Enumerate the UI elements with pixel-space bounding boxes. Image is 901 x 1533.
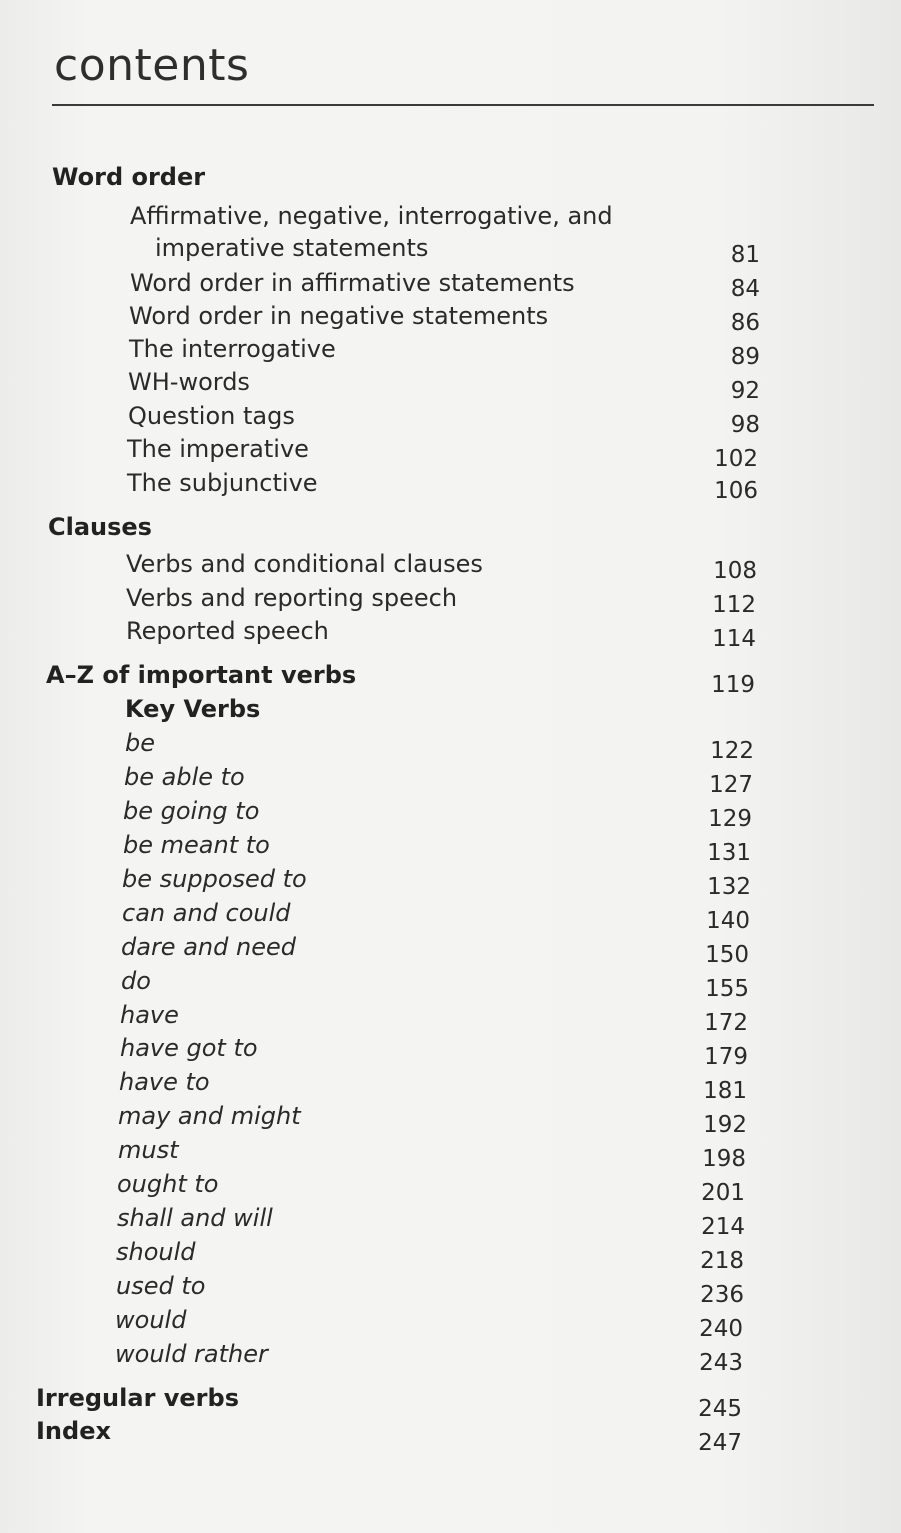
toc-page-number: 201 <box>701 1180 745 1206</box>
toc-entry-label: used to <box>116 1272 206 1300</box>
toc-page-number: 247 <box>698 1430 742 1456</box>
toc-entry-label: be meant to <box>123 831 270 859</box>
toc-entry-label: be <box>125 729 155 757</box>
toc-page-number: 218 <box>700 1248 744 1274</box>
toc-entry-label: shall and will <box>117 1204 273 1232</box>
toc-page-number: 198 <box>702 1146 746 1172</box>
toc-section-heading: Index <box>36 1417 111 1445</box>
toc-page-number: 243 <box>699 1350 743 1376</box>
toc-entry-label: have to <box>119 1068 210 1096</box>
toc-page-number: 132 <box>707 874 751 900</box>
toc-entry-label: be supposed to <box>122 865 307 893</box>
toc-entry-label: dare and need <box>121 933 296 961</box>
toc-section-heading: Clauses <box>48 513 152 541</box>
toc-section-heading: A–Z of important verbs <box>46 661 357 689</box>
toc-entry-label: Verbs and reporting speech <box>126 584 458 612</box>
toc-entry-label: would <box>115 1306 187 1334</box>
page-title: contents <box>54 40 250 91</box>
toc-page-number: 102 <box>714 446 758 472</box>
toc-entry-label: be able to <box>124 763 245 791</box>
toc-page-number: 245 <box>698 1396 742 1422</box>
toc-entry-label: may and might <box>118 1102 301 1130</box>
toc-subheading: Key Verbs <box>125 695 261 723</box>
toc-page-number: 92 <box>730 378 760 404</box>
toc-entry-label: imperative statements <box>155 234 429 262</box>
toc-page-number: 89 <box>730 344 760 370</box>
toc-entry-label: do <box>121 967 151 995</box>
title-divider <box>52 104 874 106</box>
toc-entry-label: be going to <box>123 797 260 825</box>
toc-page-number: 236 <box>700 1282 744 1308</box>
toc-page-number: 192 <box>703 1112 747 1138</box>
toc-entry-label: Verbs and conditional clauses <box>126 550 483 578</box>
toc-entry-label: Question tags <box>128 402 295 430</box>
toc-entry-label: The interrogative <box>129 335 336 363</box>
toc-page-number: 114 <box>712 626 756 652</box>
toc-page-number: 140 <box>706 908 750 934</box>
toc-entry-label: would rather <box>115 1340 268 1368</box>
toc-entry-label: ought to <box>117 1170 219 1198</box>
toc-page-number: 108 <box>713 558 757 584</box>
toc-entry-label: should <box>116 1238 196 1266</box>
toc-entry-label: The imperative <box>127 435 309 463</box>
toc-entry-label: Reported speech <box>126 617 329 645</box>
toc-page-number: 122 <box>710 738 754 764</box>
toc-page-number: 179 <box>704 1044 748 1070</box>
toc-entry-label: must <box>118 1136 179 1164</box>
toc-page-number: 98 <box>730 412 760 438</box>
toc-entry-label: can and could <box>122 899 291 927</box>
toc-entry-label: Word order in negative statements <box>129 302 549 330</box>
toc-page-number: 131 <box>707 840 751 866</box>
toc-entry-label: have <box>120 1001 179 1029</box>
toc-page-number: 155 <box>705 976 749 1002</box>
toc-entry-label: The subjunctive <box>127 469 318 497</box>
toc-section-heading: Irregular verbs <box>36 1384 239 1412</box>
toc-page-number: 181 <box>703 1078 747 1104</box>
toc-entry-label: Affirmative, negative, interrogative, and <box>130 202 613 230</box>
toc-page-number: 86 <box>730 310 760 336</box>
toc-page-number: 172 <box>704 1010 748 1036</box>
toc-page-number: 129 <box>708 806 752 832</box>
toc-page-number: 214 <box>701 1214 745 1240</box>
toc-entry-label: Word order in affirmative statements <box>130 269 575 297</box>
toc-page-number: 84 <box>730 276 760 302</box>
toc-page-number: 119 <box>711 672 755 698</box>
toc-page-number: 112 <box>712 592 756 618</box>
toc-page-number: 81 <box>730 242 760 268</box>
toc-page-number: 150 <box>705 942 749 968</box>
toc-entry-label: WH-words <box>128 368 250 396</box>
toc-page-number: 127 <box>709 772 753 798</box>
toc-entry-label: have got to <box>120 1034 258 1062</box>
toc-page-number: 240 <box>699 1316 743 1342</box>
toc-section-heading: Word order <box>52 163 206 191</box>
toc-page-number: 106 <box>714 478 758 504</box>
